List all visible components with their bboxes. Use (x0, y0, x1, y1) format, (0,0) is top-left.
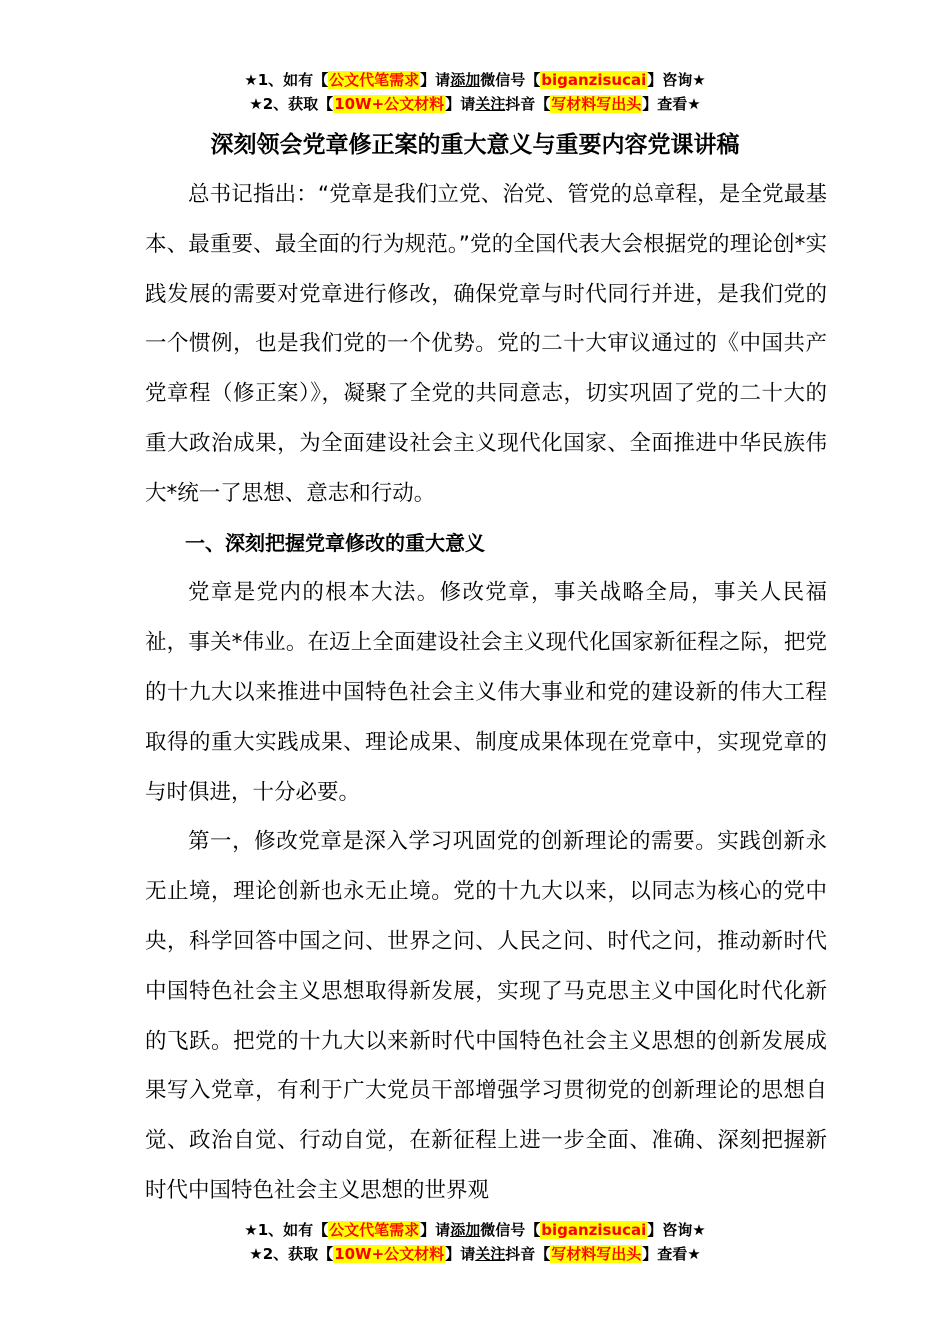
body-paragraph: 第一，修改党章是深入学习巩固党的创新理论的需要。实践创新永无止境，理论创新也永无止境。党的十九大以来，以同志为核心的党中央，科学回答中国之问、世界之问、人民之问、时代之问，推动新时代中国特色社会主义思想取得新发展，实现了马克思主义中国化时代化新的飞跃。把党的十九大以来新时代中国特色社会主义思想的创新发展成果写入党章，有利于广大党员干部增强学习贯彻党的创新理论的思想自觉、政治自觉、行动自觉，在新征程上进一步全面、准确、深刻把握新时代中国特色社会主义思想的世界观 (145, 829, 827, 1203)
banner-highlight-materials: 10W+公文材料 (334, 1245, 445, 1263)
banner-highlight-douyin-account: 写材料写出头 (551, 95, 642, 113)
body-paragraph: 党章是党内的根本大法。修改党章，事关战略全局，事关人民福祉，事关*伟业。在迈上全面建设社会主义现代化国家新征程之际，把党的十九大以来推进中国特色社会主义伟大事业和党的建设新的伟大工程取得的重大实践成果、理论成果、制度成果体现在党章中，实现党章的与时俱进，十分必要。 (145, 580, 827, 805)
header-banner (0, 68, 950, 116)
banner-highlight-wechat-id: biganzisucai (541, 71, 647, 89)
banner-text: 】咨询★ (647, 71, 706, 89)
banner-text: 抖音【 (505, 95, 551, 113)
banner-highlight-douyin-account: 写材料写出头 (551, 1245, 642, 1263)
banner-text: ★2、获取【 (249, 95, 334, 113)
banner-text: 】查看★ (642, 1245, 701, 1263)
banner-text: 微信号【 (480, 71, 541, 89)
banner-text: ★1、如有【 (244, 1221, 329, 1239)
banner-highlight-wechat-id: biganzisucai (541, 1221, 647, 1239)
section-heading: 一、深刻把握党章修改的重大意义 (185, 530, 485, 555)
document-body (145, 170, 827, 1216)
banner-text: 】查看★ (642, 95, 701, 113)
banner-text: 】请 (445, 95, 476, 113)
banner-text: 抖音【 (505, 1245, 551, 1263)
body-paragraph: 总书记指出：“党章是我们立党、治党、管党的总章程，是全党最基本、最重要、最全面的行为规范。”党的全国代表大会根据党的理论创*实践发展的需要对党章进行修改，确保党章与时代同行并进，是我们党的一个惯例，也是我们党的一个优势。党的二十大审议通过的《中国共产党章程（修正案）》，凝聚了全党的共同意志，切实巩固了党的二十大的重大政治成果，为全面建设社会主义现代化国家、全面推进中华民族伟大*统一了思想、意志和行动。 (145, 182, 827, 506)
banner-text: 微信号【 (480, 1221, 541, 1239)
banner-line-1 (0, 68, 950, 92)
document-title: 深刻领会党章修正案的重大意义与重要内容党课讲稿 (210, 132, 740, 158)
banner-text: 】请 (420, 1221, 451, 1239)
banner-underline-follow: 关注 (475, 95, 506, 113)
banner-highlight-materials: 10W+公文材料 (334, 95, 445, 113)
banner-underline-add: 添加 (450, 71, 481, 89)
banner-line-2 (0, 1242, 950, 1266)
banner-line-2 (0, 92, 950, 116)
banner-underline-follow: 关注 (475, 1245, 506, 1263)
banner-highlight-ghostwriting: 公文代笔需求 (329, 71, 420, 89)
banner-text: ★2、获取【 (249, 1245, 334, 1263)
banner-line-1 (0, 1218, 950, 1242)
banner-text: 】请 (420, 71, 451, 89)
banner-text: 】请 (445, 1245, 476, 1263)
banner-text: ★1、如有【 (244, 71, 329, 89)
footer-banner (0, 1218, 950, 1266)
banner-highlight-ghostwriting: 公文代笔需求 (329, 1221, 420, 1239)
banner-underline-add: 添加 (450, 1221, 481, 1239)
banner-text: 】咨询★ (647, 1221, 706, 1239)
